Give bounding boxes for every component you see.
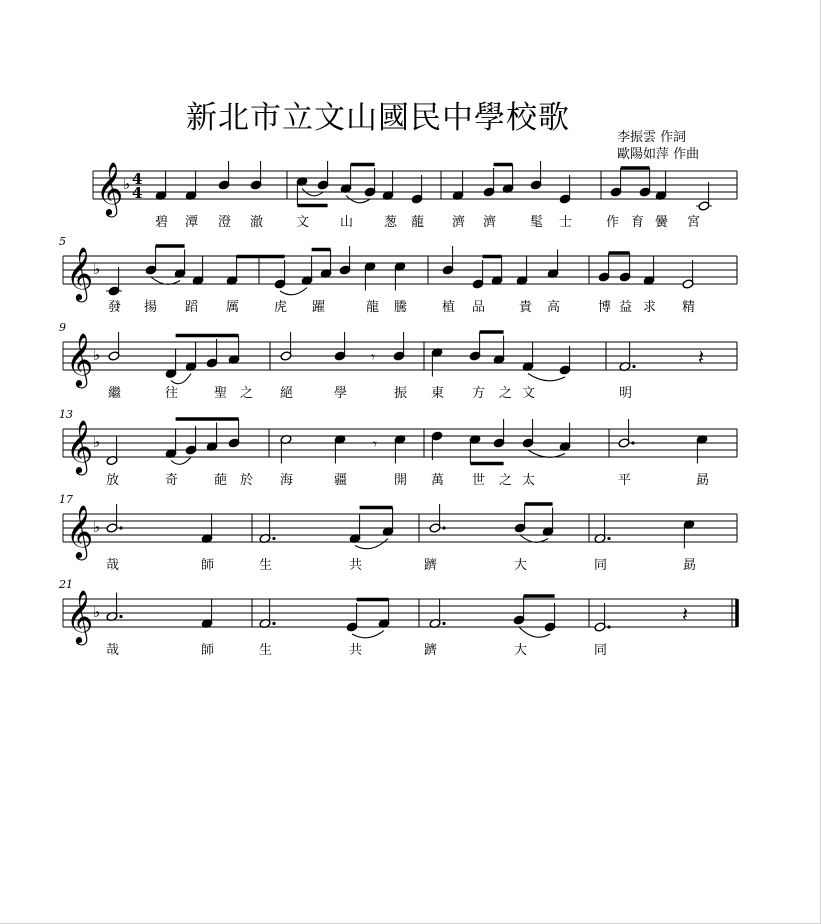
note bbox=[259, 600, 276, 629]
lyric-syllable: 明 bbox=[619, 386, 633, 401]
note bbox=[483, 168, 495, 197]
note bbox=[165, 430, 177, 459]
quarter-rest-icon: 𝄽 bbox=[698, 345, 705, 369]
quarter-rest-icon: 𝄽 bbox=[682, 602, 689, 626]
lyric-syllable: 作 bbox=[606, 215, 620, 230]
note bbox=[502, 165, 514, 194]
lyric-syllable: 蘢 bbox=[411, 215, 425, 230]
lyric-syllable: 揚 bbox=[144, 300, 158, 315]
lyric-syllable: 同 bbox=[594, 643, 608, 658]
measure-number: 9 bbox=[59, 321, 66, 334]
lyric-syllable: 生 bbox=[259, 643, 273, 658]
lyric-syllable: 共 bbox=[349, 558, 363, 573]
note bbox=[382, 508, 394, 537]
lyric-syllable: 師 bbox=[201, 643, 215, 658]
note bbox=[643, 257, 655, 286]
augmentation-dot bbox=[442, 526, 445, 529]
note bbox=[250, 161, 262, 190]
lyric-syllable: 澈 bbox=[250, 215, 264, 230]
lyric-syllable: 虎 bbox=[274, 300, 288, 315]
lyric-syllable: 黌 bbox=[655, 215, 669, 230]
note bbox=[639, 168, 651, 197]
note bbox=[106, 267, 122, 296]
note bbox=[364, 168, 376, 197]
lyric-syllable: 奇 bbox=[165, 473, 179, 488]
note bbox=[393, 332, 405, 361]
lyric-syllable: 濟 bbox=[452, 215, 466, 230]
rest bbox=[371, 348, 375, 366]
note bbox=[452, 172, 464, 201]
lyric-syllable: 太 bbox=[522, 473, 536, 488]
lyric-syllable: 龍 bbox=[366, 300, 380, 315]
lyric-syllable: 開 bbox=[394, 473, 408, 488]
lyric-syllable: 宮 bbox=[687, 215, 701, 230]
note bbox=[106, 504, 123, 533]
lyric-syllable: 濟 bbox=[483, 215, 497, 230]
augmentation-dot bbox=[442, 622, 445, 625]
note bbox=[228, 336, 240, 365]
lyric-syllable: 平 bbox=[618, 473, 632, 488]
note bbox=[280, 434, 292, 463]
lyric-syllable: 勗 bbox=[696, 473, 710, 488]
note bbox=[683, 519, 695, 548]
tie-slur bbox=[171, 457, 191, 464]
note bbox=[185, 343, 197, 372]
note bbox=[431, 431, 443, 460]
note bbox=[469, 434, 481, 463]
lyric-syllable: 蹈 bbox=[185, 300, 199, 315]
note bbox=[165, 350, 177, 379]
note bbox=[559, 346, 571, 375]
rest bbox=[682, 602, 688, 626]
note bbox=[226, 257, 238, 286]
lyric-syllable: 師 bbox=[201, 558, 215, 573]
lyric-syllable: 往 bbox=[165, 386, 179, 401]
note bbox=[334, 332, 346, 361]
note bbox=[542, 508, 554, 537]
note bbox=[192, 257, 204, 286]
lyric-syllable: 繼 bbox=[108, 386, 122, 401]
note bbox=[394, 434, 406, 463]
key-signature-flat-icon: ♭ bbox=[93, 433, 101, 451]
tie-slur bbox=[280, 288, 307, 295]
note bbox=[530, 161, 542, 190]
composer-credit: 歐陽如萍 作曲 bbox=[617, 147, 700, 162]
treble-clef-icon bbox=[66, 246, 93, 302]
lyric-syllable: 厲 bbox=[226, 300, 240, 315]
note bbox=[429, 504, 446, 533]
lyric-syllable: 躍 bbox=[312, 300, 326, 315]
tie-slur bbox=[355, 539, 388, 549]
note bbox=[394, 261, 406, 290]
treble-clef-glyph: 𝄞 bbox=[66, 246, 94, 300]
note bbox=[598, 253, 610, 282]
key-signature-flat-icon: ♭ bbox=[93, 346, 101, 364]
lyric-syllable: 振 bbox=[394, 386, 408, 401]
measure-number: 5 bbox=[59, 235, 66, 248]
lyric-syllable: 哉 bbox=[106, 643, 120, 658]
note bbox=[594, 603, 611, 632]
time-signature-top: 4 bbox=[132, 170, 143, 188]
lyric-syllable: 育 bbox=[631, 215, 645, 230]
eighth-rest-icon: 𝄾 bbox=[373, 435, 377, 453]
eighth-rest-icon: 𝄾 bbox=[371, 348, 375, 366]
lyric-syllable: 澄 bbox=[218, 215, 232, 230]
treble-clef-icon bbox=[66, 504, 93, 560]
lyric-syllable: 品 bbox=[472, 300, 486, 315]
lyric-syllable: 葩 bbox=[214, 473, 228, 488]
note bbox=[696, 434, 708, 463]
note bbox=[682, 260, 694, 289]
staff-system bbox=[59, 408, 737, 488]
note bbox=[469, 332, 481, 361]
augmentation-dot bbox=[632, 365, 635, 368]
note bbox=[411, 175, 423, 204]
note bbox=[274, 260, 286, 289]
lyric-syllable: 碧 bbox=[155, 215, 169, 230]
augmentation-dot bbox=[272, 537, 275, 540]
note bbox=[429, 600, 446, 629]
treble-clef-glyph: 𝄞 bbox=[66, 504, 94, 558]
lyric-syllable: 髦 bbox=[530, 215, 544, 230]
key-signature-flat-icon: ♭ bbox=[93, 260, 101, 278]
tie-slur bbox=[352, 631, 384, 638]
note bbox=[696, 182, 712, 211]
note bbox=[317, 161, 329, 190]
staff-system bbox=[59, 321, 737, 401]
note bbox=[559, 423, 571, 452]
staff-system bbox=[93, 161, 737, 230]
augmentation-dot bbox=[272, 622, 275, 625]
lyric-syllable: 萬 bbox=[431, 473, 445, 488]
note bbox=[378, 600, 390, 629]
lyric-syllable: 大 bbox=[514, 558, 528, 573]
note bbox=[340, 165, 352, 194]
treble-clef-glyph: 𝄞 bbox=[66, 589, 94, 643]
lyric-syllable: 勗 bbox=[683, 558, 697, 573]
note bbox=[108, 332, 120, 361]
lyric-syllable: 高 bbox=[547, 300, 561, 315]
lyric-syllable: 士 bbox=[559, 215, 573, 230]
tie-slur bbox=[151, 277, 180, 284]
lyricist-credit: 李振雲 作詞 bbox=[617, 130, 687, 145]
lyric-syllable: 於 bbox=[240, 473, 254, 488]
augmentation-dot bbox=[607, 625, 610, 628]
lyric-syllable: 貴 bbox=[519, 300, 533, 315]
lyric-syllable: 山 bbox=[340, 215, 354, 230]
treble-clef-glyph: 𝄞 bbox=[66, 332, 94, 386]
lyric-syllable: 騰 bbox=[394, 300, 408, 315]
key-signature-flat-icon: ♭ bbox=[93, 603, 101, 621]
measure-number: 17 bbox=[59, 493, 73, 506]
treble-clef-icon bbox=[66, 332, 93, 388]
lyric-syllable: 發 bbox=[108, 300, 122, 315]
lyric-syllable: 文 bbox=[296, 215, 310, 230]
lyric-syllable: 植 bbox=[442, 300, 456, 315]
lyric-syllable: 大 bbox=[514, 643, 528, 658]
lyric-syllable: 共 bbox=[349, 643, 363, 658]
lyric-syllable: 之 bbox=[499, 473, 513, 488]
note bbox=[364, 261, 376, 290]
note bbox=[228, 419, 240, 448]
note bbox=[206, 339, 218, 368]
lyric-syllable: 方 bbox=[472, 386, 486, 401]
lyric-syllable: 同 bbox=[594, 558, 608, 573]
lyric-syllable: 疆 bbox=[334, 473, 348, 488]
note bbox=[619, 343, 636, 372]
lyric-syllable: 海 bbox=[280, 473, 294, 488]
measure-number: 13 bbox=[59, 408, 73, 421]
lyric-syllable: 潭 bbox=[185, 215, 199, 230]
note bbox=[559, 175, 571, 204]
lyric-syllable: 聖 bbox=[214, 386, 228, 401]
note bbox=[619, 253, 631, 282]
lyric-syllable: 絕 bbox=[280, 386, 294, 401]
note bbox=[334, 434, 346, 463]
note bbox=[472, 260, 484, 289]
treble-clef-icon bbox=[66, 419, 93, 475]
lyric-syllable: 之 bbox=[240, 386, 254, 401]
note bbox=[382, 172, 394, 201]
note bbox=[522, 419, 534, 448]
note bbox=[155, 172, 167, 201]
lyric-syllable: 文 bbox=[522, 386, 536, 401]
treble-clef-glyph: 𝄞 bbox=[66, 419, 94, 473]
note bbox=[491, 257, 503, 286]
augmentation-dot bbox=[607, 537, 610, 540]
tie-slur bbox=[528, 374, 565, 381]
note bbox=[610, 168, 622, 197]
lyric-syllable: 葱 bbox=[384, 215, 398, 230]
augmentation-dot bbox=[119, 526, 122, 529]
note bbox=[106, 437, 118, 466]
measure-number: 21 bbox=[59, 578, 73, 591]
key-signature-flat-icon: ♭ bbox=[123, 175, 131, 193]
lyric-syllable: 世 bbox=[472, 473, 486, 488]
augmentation-dot bbox=[631, 441, 634, 444]
note bbox=[594, 515, 611, 544]
note bbox=[296, 176, 308, 205]
note bbox=[544, 603, 556, 632]
lyric-syllable: 益 bbox=[619, 300, 633, 315]
staff-system bbox=[58, 578, 737, 658]
note bbox=[185, 426, 197, 455]
note bbox=[174, 250, 186, 279]
note bbox=[516, 257, 528, 286]
time-signature-bottom: 4 bbox=[132, 184, 143, 202]
treble-clef-icon bbox=[96, 161, 123, 217]
staff-system bbox=[59, 235, 737, 315]
note bbox=[522, 343, 534, 372]
note bbox=[493, 419, 505, 448]
note bbox=[218, 161, 230, 190]
note bbox=[618, 419, 635, 448]
rest bbox=[373, 435, 377, 453]
note bbox=[349, 515, 361, 544]
lyric-syllable: 博 bbox=[598, 300, 612, 315]
treble-clef-icon bbox=[66, 589, 93, 645]
lyric-syllable: 求 bbox=[643, 300, 657, 315]
note bbox=[346, 603, 358, 632]
note bbox=[259, 515, 276, 544]
note bbox=[442, 246, 454, 275]
lyric-syllable: 哉 bbox=[106, 558, 120, 573]
note bbox=[280, 332, 292, 361]
note bbox=[493, 336, 505, 365]
note bbox=[201, 600, 213, 629]
note bbox=[547, 250, 559, 279]
key-signature-flat-icon: ♭ bbox=[93, 518, 101, 536]
note bbox=[301, 257, 313, 286]
note bbox=[514, 504, 526, 533]
augmentation-dot bbox=[119, 615, 122, 618]
note bbox=[513, 596, 525, 625]
lyric-syllable: 生 bbox=[259, 558, 273, 573]
note bbox=[201, 515, 213, 544]
note bbox=[106, 593, 123, 622]
tie-slur bbox=[528, 450, 565, 457]
lyric-syllable: 學 bbox=[334, 386, 348, 401]
lyric-syllable: 放 bbox=[106, 473, 120, 488]
lyric-syllable: 躋 bbox=[424, 643, 438, 658]
treble-clef-glyph: 𝄞 bbox=[96, 161, 124, 215]
tie-slur bbox=[520, 535, 548, 542]
lyric-syllable: 東 bbox=[431, 386, 445, 401]
note bbox=[431, 347, 443, 376]
note bbox=[320, 250, 332, 279]
lyric-syllable: 精 bbox=[682, 300, 696, 315]
lyric-syllable: 躋 bbox=[424, 558, 438, 573]
note bbox=[185, 172, 197, 201]
note bbox=[145, 246, 157, 275]
staff-system bbox=[59, 493, 737, 573]
rest bbox=[698, 345, 704, 369]
note bbox=[339, 246, 351, 275]
song-title: 新北市立文山國民中學校歌 bbox=[186, 100, 570, 136]
note bbox=[206, 423, 218, 452]
lyric-syllable: 之 bbox=[499, 386, 513, 401]
note bbox=[655, 172, 667, 201]
